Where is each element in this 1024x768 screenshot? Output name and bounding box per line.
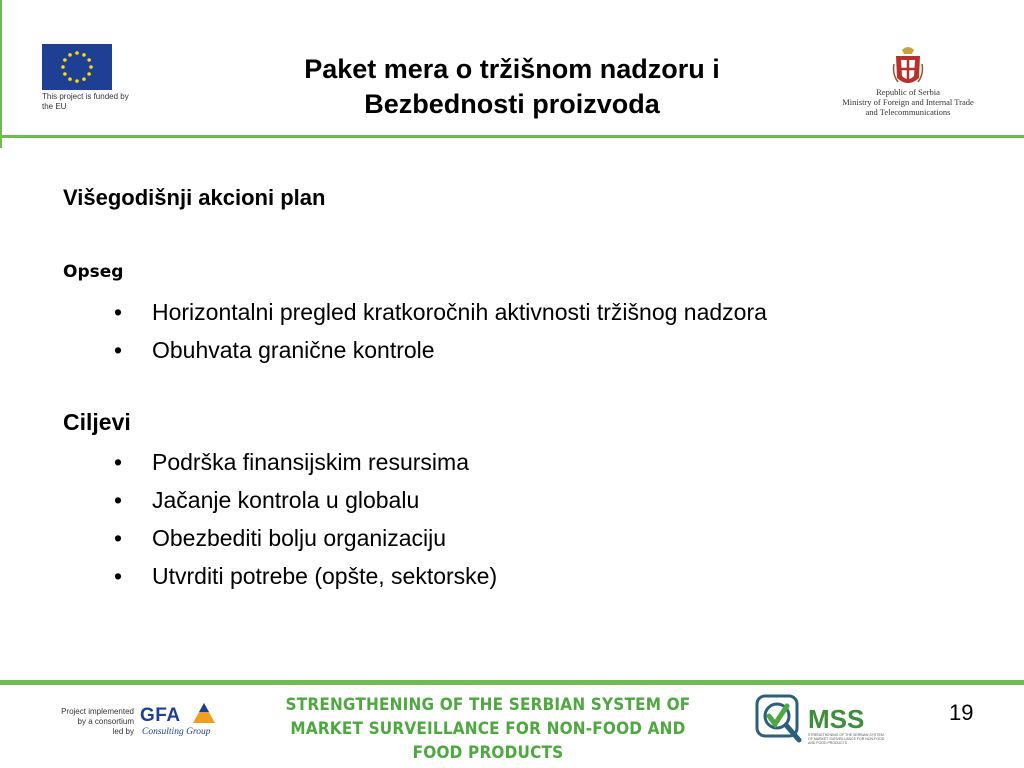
eu-star-icon — [89, 65, 93, 69]
slide-title — [200, 52, 824, 122]
scope-heading: Opseg — [63, 262, 124, 282]
project-banner-line1: STRENGTHENING OF THE SERBIAN SYSTEM OF — [285, 695, 691, 715]
implemented-line3: led by — [112, 727, 134, 736]
bullet-icon: • — [114, 563, 123, 589]
serbia-caption-line3: and Telecommunications — [865, 107, 951, 117]
goal-item-text: Utvrditi potrebe (opšte, sektorske) — [152, 563, 498, 589]
slide-title-line2: Bezbednosti proizvoda — [364, 89, 660, 119]
goal-item-text: Obezbediti bolju organizaciju — [152, 525, 447, 551]
mss-logo-subtitle: STRENGTHENING OF THE SERBIAN SYSTEM OF MARKET SURVEILLANCE FOR NON-FOOD AND FOOD PRODUCTS — [808, 733, 885, 745]
eu-star-icon — [82, 77, 86, 81]
project-banner-line2: MARKET SURVEILLANCE FOR NON-FOOD AND FOOD PRODUCTS — [290, 719, 686, 763]
eu-star-icon — [68, 77, 72, 81]
project-banner — [265, 693, 711, 765]
scope-item-text: Obuhvata granične kontrole — [152, 337, 435, 363]
serbia-caption-line1: Republic of Serbia — [876, 87, 940, 97]
eu-star-icon — [87, 72, 91, 76]
eu-star-icon — [68, 53, 72, 57]
goal-item-text: Jačanje kontrola u globalu — [152, 487, 420, 513]
implemented-line1: Project implemented — [61, 707, 134, 716]
header-divider — [0, 135, 1024, 138]
gfa-logo-icon — [192, 702, 216, 724]
gfa-logo-subtitle: Consulting Group — [142, 727, 211, 737]
implemented-by-caption — [44, 707, 134, 737]
eu-star-icon — [63, 72, 67, 76]
bullet-icon: • — [114, 487, 123, 513]
serbia-ministry-caption — [832, 87, 984, 117]
mss-logo-text: MSS — [808, 704, 865, 734]
bullet-icon: • — [114, 337, 123, 363]
eu-star-icon — [82, 53, 86, 57]
plan-heading: Višegodišnji akcioni plan — [63, 185, 326, 210]
eu-star-icon — [75, 79, 79, 83]
eu-star-icon — [87, 58, 91, 62]
goals-heading: Ciljevi — [63, 409, 131, 435]
eu-funding-caption: This project is funded by the EU — [42, 92, 129, 111]
eu-star-icon — [63, 58, 67, 62]
bullet-icon: • — [114, 449, 123, 475]
serbia-crest-icon — [892, 44, 924, 90]
bullet-icon: • — [114, 299, 123, 325]
slide-title-line1: Paket mera o tržišnom nadzoru i — [304, 54, 720, 84]
gfa-logo-text: GFA — [140, 705, 181, 726]
scope-item-text: Horizontalni pregled kratkoročnih aktivnosti tržišnog nadzora — [152, 299, 767, 325]
eu-star-icon — [75, 51, 79, 55]
implemented-line2: by a consortium — [77, 717, 134, 726]
header-side-line — [0, 0, 2, 148]
page-number: 19 — [949, 700, 974, 725]
mss-logo-icon — [755, 694, 803, 746]
eu-flag-icon — [42, 44, 112, 90]
eu-star-icon — [61, 65, 65, 69]
goal-item-text: Podrška finansijskim resursima — [152, 449, 469, 475]
bullet-icon: • — [114, 525, 123, 551]
serbia-caption-line2: Ministry of Foreign and Internal Trade — [842, 97, 974, 107]
footer-divider — [0, 680, 1024, 685]
